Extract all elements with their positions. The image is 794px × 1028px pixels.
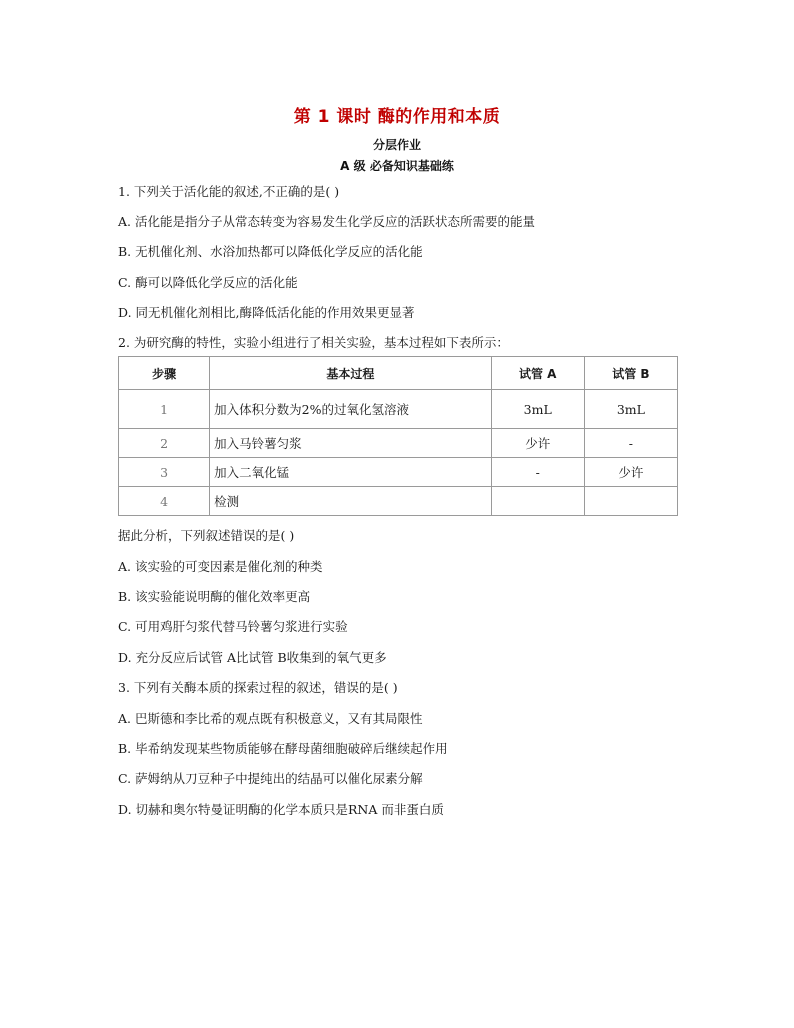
question-2-option-b: B. 该实验能说明酶的催化效率更高 xyxy=(118,589,311,604)
cell-step: 4 xyxy=(119,487,210,516)
question-3-option-a: A. 巴斯德和李比希的观点既有积极意义，又有其局限性 xyxy=(118,711,423,726)
question-2-stem: 2. 为研究酶的特性，实验小组进行了相关实验，基本过程如下表所示： xyxy=(118,335,509,350)
cell-tube-b xyxy=(584,487,677,516)
cell-process: 检测 xyxy=(210,487,492,516)
cell-tube-a: - xyxy=(491,458,584,487)
cell-step: 3 xyxy=(119,458,210,487)
question-1-option-a: A. 活化能是指分子从常态转变为容易发生化学反应的活跃状态所需要的能量 xyxy=(118,214,535,229)
cell-process: 加入体积分数为2%的过氧化氢溶液 xyxy=(210,390,492,429)
header-step: 步骤 xyxy=(119,357,210,390)
experiment-table xyxy=(118,356,678,516)
question-3-stem: 3. 下列有关酶本质的探索过程的叙述，错误的是( ) xyxy=(118,680,398,695)
question-1-stem: 1. 下列关于活化能的叙述,不正确的是( ) xyxy=(118,184,340,199)
question-2-after-table: 据此分析，下列叙述错误的是( ) xyxy=(118,528,295,543)
header-tube-a: 试管 A xyxy=(491,357,584,390)
question-2-option-a: A. 该实验的可变因素是催化剂的种类 xyxy=(118,559,323,574)
cell-step: 1 xyxy=(119,390,210,429)
cell-tube-b: 3mL xyxy=(584,390,677,429)
question-2-option-c: C. 可用鸡肝匀浆代替马铃薯匀浆进行实验 xyxy=(118,619,348,634)
question-1-option-c: C. 酶可以降低化学反应的活化能 xyxy=(118,275,298,290)
question-3-option-c: C. 萨姆纳从刀豆种子中提纯出的结晶可以催化尿素分解 xyxy=(118,771,423,786)
table-row xyxy=(119,390,678,429)
cell-tube-b: 少许 xyxy=(584,458,677,487)
lesson-title: 第 1 课时 酶的作用和本质 xyxy=(293,107,501,127)
question-2-option-d: D. 充分反应后试管 A比试管 B收集到的氧气更多 xyxy=(118,650,387,665)
header-process: 基本过程 xyxy=(210,357,492,390)
question-1-option-d: D. 同无机催化剂相比,酶降低活化能的作用效果更显著 xyxy=(118,305,415,320)
cell-tube-a xyxy=(491,487,584,516)
cell-process: 加入二氧化锰 xyxy=(210,458,492,487)
section-subtitle: 分层作业 xyxy=(372,138,421,152)
table-row xyxy=(119,429,678,458)
question-3-option-b: B. 毕希纳发现某些物质能够在酵母菌细胞破碎后继续起作用 xyxy=(118,741,448,756)
level-heading: A 级 必备知识基础练 xyxy=(340,159,454,173)
cell-step: 2 xyxy=(119,429,210,458)
cell-tube-a: 少许 xyxy=(491,429,584,458)
table-header-row xyxy=(119,357,678,390)
cell-tube-a: 3mL xyxy=(491,390,584,429)
cell-tube-b: - xyxy=(584,429,677,458)
cell-process: 加入马铃薯匀浆 xyxy=(210,429,492,458)
question-1-option-b: B. 无机催化剂、水浴加热都可以降低化学反应的活化能 xyxy=(118,244,423,259)
table-row xyxy=(119,487,678,516)
table-row xyxy=(119,458,678,487)
header-tube-b: 试管 B xyxy=(584,357,677,390)
question-3-option-d: D. 切赫和奥尔特曼证明酶的化学本质只是RNA 而非蛋白质 xyxy=(118,802,444,817)
